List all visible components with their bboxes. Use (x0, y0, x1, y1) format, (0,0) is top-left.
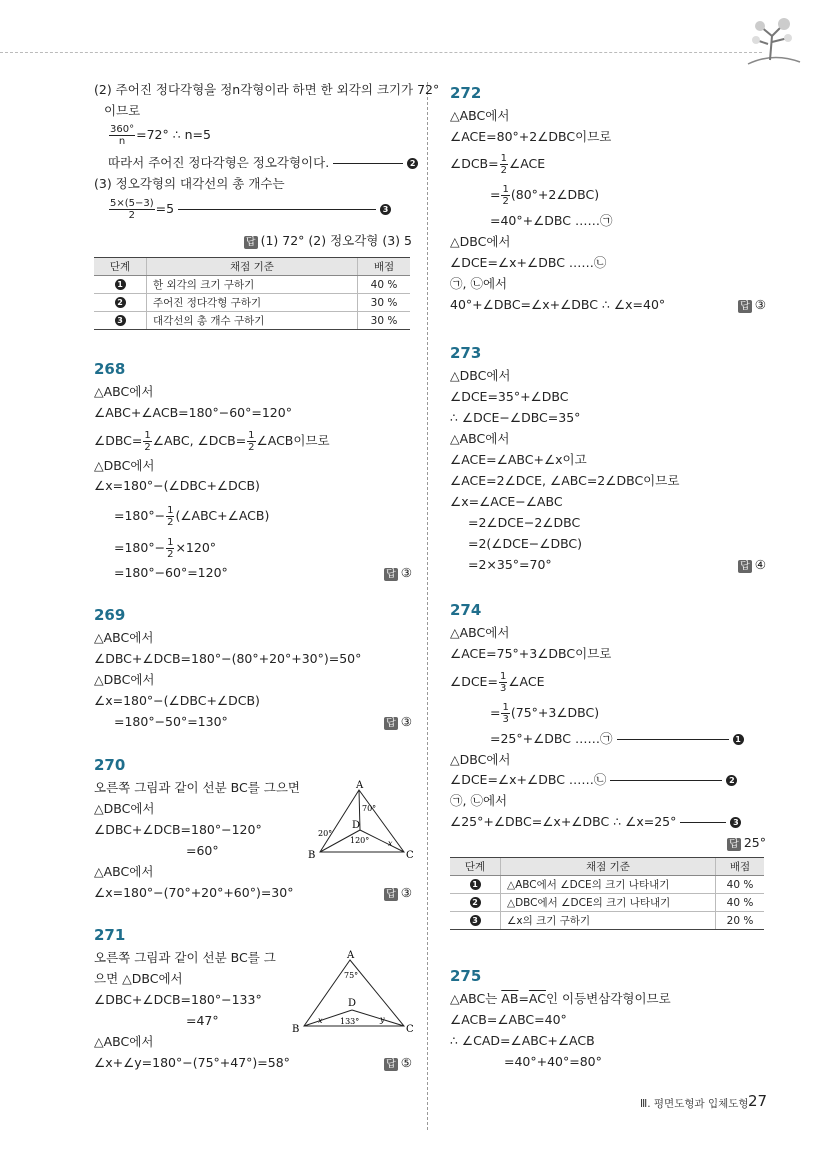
equation-line (450, 772, 737, 788)
fraction-numerator: 1 (167, 537, 174, 548)
equation-text: ∠25°+∠DBC=∠x+∠DBC ∴ ∠x=25° (450, 814, 677, 829)
table-header-row (94, 258, 410, 276)
segment-ab: $\overline{AB}$ (501, 991, 519, 1006)
table-header-row (450, 858, 764, 876)
problem-number: 268 (94, 360, 126, 378)
leader-line (610, 780, 722, 781)
table-cell-score: 40 % (716, 876, 765, 894)
text-line: ∠x+∠y=180°−(75°+47°)=58° (94, 1055, 290, 1070)
text-line (108, 155, 418, 171)
equation-text: ∠ACE (508, 156, 546, 171)
answer-text: 25° (743, 835, 766, 850)
text-line: (2) 주어진 정다각형을 정n각형이라 하면 한 외각의 크기가 72° (94, 82, 440, 97)
step-marker-3: 3 (380, 204, 391, 215)
conclusion-text: 따라서 주어진 정다각형은 정오각형이다. (108, 155, 330, 170)
fraction (500, 153, 508, 176)
fraction-denominator: 2 (128, 210, 136, 221)
text-line: △ABC에서 (94, 1034, 154, 1049)
text-line: △ABC에서 (450, 431, 510, 446)
answer-badge: 답 (729, 839, 739, 850)
equation-line (108, 124, 211, 147)
equation-line (490, 184, 599, 207)
page-number: 27 (748, 1092, 768, 1110)
equation-line (490, 213, 613, 229)
equation-text: ×120° (175, 540, 217, 555)
table-cell-score: 20 % (716, 912, 765, 930)
text-line: 오른쪽 그림과 같이 선분 BC를 그 (94, 950, 276, 965)
text-line: △DBC에서 (450, 368, 511, 383)
text-line: ∠ACE=2∠DCE, ∠ABC=2∠DBC이므로 (450, 473, 680, 488)
equation-text: ∠DCB= (450, 156, 499, 171)
table-row (450, 894, 764, 912)
problem-number: 269 (94, 606, 126, 624)
table-cell-step (94, 312, 147, 330)
table-row (450, 912, 764, 930)
table-header: 채점 기준 (501, 858, 716, 876)
equation-line (450, 153, 545, 176)
text-line: =2(∠DCE−∠DBC) (468, 536, 583, 551)
dots: …… (575, 731, 601, 746)
equation-text: (75°+3∠DBC) (510, 705, 600, 720)
table-cell-score: 40 % (716, 894, 765, 912)
text-line: 으면 △DBC에서 (94, 971, 183, 986)
equation-tag: ㉡ (593, 255, 607, 270)
table-row (450, 876, 764, 894)
equation-text: (∠ABC+∠ACB) (175, 508, 270, 523)
equation-text: ∠ACE (508, 674, 545, 689)
answer-line (244, 233, 412, 249)
text-line: =47° (186, 1013, 219, 1028)
table-cell-criteria: 한 외각의 크기 구하기 (147, 276, 358, 294)
table-cell-criteria: △DBC에서 ∠DCE의 크기 나타내기 (501, 894, 716, 912)
fraction (143, 430, 151, 453)
text-line: ∴ ∠DCE−∠DBC=35° (450, 410, 581, 425)
footer-chapter-title: Ⅲ. 평면도형과 입체도형 (640, 1098, 749, 1110)
equation-line (490, 702, 599, 725)
answer-text: ③ (754, 297, 766, 312)
fraction-denominator: 2 (248, 442, 255, 453)
triangle-figure (290, 948, 414, 1036)
angle-a-label: 70° (362, 804, 377, 813)
table-header: 배점 (716, 858, 765, 876)
text-line: ∠ACE=75°+3∠DBC이므로 (450, 646, 612, 661)
equation-line (450, 255, 606, 271)
step-marker-2: 2 (407, 158, 418, 169)
dots: …… (568, 255, 594, 270)
step-marker-1: 1 (733, 734, 744, 745)
text-line: ∠ABC+∠ACB=180°−60°=120° (94, 405, 292, 420)
label-a: A (347, 950, 355, 961)
fraction-denominator: 2 (167, 549, 174, 560)
answer-line (738, 557, 766, 573)
answer-text: ③ (400, 714, 412, 729)
angle-x-label: x (318, 1016, 323, 1025)
equation-text: 인 이등변삼각형이므로 (545, 991, 671, 1006)
answer-text: ③ (400, 565, 412, 580)
fraction-numerator: 1 (144, 430, 151, 441)
problem-number: 272 (450, 84, 482, 102)
equation-line (490, 731, 766, 747)
fraction (501, 184, 509, 207)
fraction-numerator: 1 (500, 153, 507, 164)
text-line: △ABC에서 (94, 864, 154, 879)
text-line: ∠x=180°−(∠DBC+∠DCB) (94, 478, 260, 493)
step-marker: 1 (115, 279, 126, 290)
answer-badge: 답 (245, 237, 256, 248)
equation-line (450, 814, 741, 830)
text-line: ㉠, ㉡에서 (450, 793, 508, 808)
answer-badge: 답 (386, 718, 396, 729)
step-marker-2: 2 (726, 775, 737, 786)
table-cell-step (450, 894, 501, 912)
fraction-numerator: 1 (248, 430, 255, 441)
text-line: △DBC에서 (94, 672, 155, 687)
text-line: ∠ACE=80°+2∠DBC이므로 (450, 129, 612, 144)
equation-text: ∠DCE=∠x+∠DBC (450, 772, 565, 787)
equation-tag: ㉡ (593, 772, 607, 787)
leader-line (333, 163, 403, 164)
equation-text: =25°+∠DBC (490, 731, 572, 746)
answer-line (384, 885, 412, 901)
text-line: ∠x=180°−(∠DBC+∠DCB) (94, 693, 260, 708)
text-line: ∠ACB=∠ABC=40° (450, 1012, 567, 1027)
equation-tag: ㉠ (600, 731, 613, 746)
answer-badge: 답 (740, 301, 750, 312)
fraction-denominator: 2 (144, 442, 151, 453)
step-marker: 2 (470, 897, 481, 908)
text-line: ∠DCE=35°+∠DBC (450, 389, 569, 404)
angle-y-label: y (380, 1015, 385, 1024)
fraction (501, 702, 509, 725)
problem-number: 270 (94, 756, 126, 774)
fraction (247, 430, 255, 453)
fraction-numerator: 1 (502, 702, 509, 713)
fraction-denominator: 3 (499, 683, 507, 694)
text-line: △ABC에서 (450, 108, 510, 123)
table-cell-criteria: 주어진 정다각형 구하기 (147, 294, 358, 312)
answer-line (727, 835, 766, 851)
text-line: =2×35°=70° (468, 557, 552, 572)
text-line: =2∠DCE−2∠DBC (468, 515, 581, 530)
text-line: ∠x=180°−(70°+20°+60°)=30° (94, 885, 294, 900)
text-line: =180°−60°=120° (114, 565, 228, 580)
step-marker: 2 (115, 297, 126, 308)
angle-b-label: 20° (318, 829, 333, 838)
table-header: 단계 (450, 858, 501, 876)
problem-number: 273 (450, 344, 482, 362)
equation-text: ∠DBC= (94, 433, 143, 448)
fraction-denominator: 2 (500, 165, 507, 176)
answer-line (384, 1055, 412, 1071)
leader-line (178, 209, 376, 210)
column-divider (427, 82, 428, 1130)
text-line: =180°−50°=130° (114, 714, 228, 729)
answer-badge: 답 (386, 1059, 396, 1070)
table-cell-score: 30 % (358, 294, 411, 312)
equation-text: (80°+2∠DBC) (510, 187, 600, 202)
fraction-numerator: 5×(5−3) (110, 198, 154, 209)
leader-line (617, 739, 729, 740)
equation-line (114, 537, 216, 560)
fraction (109, 198, 155, 221)
fraction-denominator: n (118, 136, 126, 147)
text-line: △DBC에서 (94, 458, 155, 473)
equation-text: =72° ∴ n=5 (136, 127, 211, 142)
text-line: 오른쪽 그림과 같이 선분 BC를 그으면 (94, 780, 301, 795)
text-line: △ABC에서 (94, 630, 154, 645)
table-cell-score: 40 % (358, 276, 411, 294)
answer-line (384, 714, 412, 730)
answer-line (738, 297, 766, 313)
text-line: ∠DBC+∠DCB=180°−133° (94, 992, 262, 1007)
text-line: 이므로 (104, 103, 141, 118)
label-c: C (406, 850, 414, 861)
table-cell-step (450, 876, 501, 894)
table-header: 채점 기준 (147, 258, 358, 276)
equation-line (450, 671, 544, 694)
fraction-denominator: 3 (502, 714, 509, 725)
step-marker-3: 3 (730, 817, 741, 828)
angle-a-label: 75° (344, 971, 359, 980)
table-row (94, 294, 410, 312)
tree-logo-icon (738, 14, 808, 72)
answer-line (384, 565, 412, 581)
problem-number: 271 (94, 926, 126, 944)
problem-number: 274 (450, 601, 482, 619)
segment-ac: $\overline{AC}$ (528, 991, 546, 1006)
table-row (94, 276, 410, 294)
text-line: △DBC에서 (450, 752, 511, 767)
angle-x-label: x (388, 839, 393, 848)
answer-text: ⑤ (400, 1055, 412, 1070)
table-cell-criteria: 대각선의 총 개수 구하기 (147, 312, 358, 330)
text-line: =40°+40°=80° (504, 1054, 602, 1069)
label-d: D (352, 820, 361, 831)
text-line: ∠DBC+∠DCB=180°−(80°+20°+30°)=50° (94, 651, 362, 666)
text-line: ∠DBC+∠DCB=180°−120° (94, 822, 262, 837)
equation-line (108, 198, 391, 221)
label-a: A (356, 780, 364, 791)
equation-text: = (490, 187, 501, 202)
table-cell-step (450, 912, 501, 930)
problem-number: 275 (450, 967, 482, 985)
equation-text: =180°− (114, 508, 166, 523)
table-header: 단계 (94, 258, 147, 276)
fraction (499, 671, 507, 694)
text-line: ∴ ∠CAD=∠ABC+∠ACB (450, 1033, 595, 1048)
scoring-table (450, 857, 764, 930)
fraction-denominator: 2 (167, 517, 174, 528)
text-line: 40°+∠DBC=∠x+∠DBC ∴ ∠x=40° (450, 297, 666, 312)
table-cell-score: 30 % (358, 312, 411, 330)
text-line: (3) 정오각형의 대각선의 총 개수는 (94, 176, 285, 191)
leader-line (680, 822, 726, 823)
label-c: C (406, 1024, 414, 1035)
answer-text: ④ (754, 557, 766, 572)
table-header: 배점 (358, 258, 411, 276)
label-b: B (292, 1024, 300, 1035)
equation-tag: ㉠ (600, 213, 613, 228)
equation-line (114, 505, 269, 528)
header-dashed-rule (0, 52, 762, 53)
answer-text: (1) 72° (2) 정오각형 (3) 5 (260, 233, 412, 248)
equation-text: =5 (155, 201, 175, 216)
fraction-numerator: 1 (167, 505, 174, 516)
equation-text: = (490, 705, 501, 720)
equation-text: ∠DCE= (450, 674, 498, 689)
answer-badge: 답 (386, 889, 396, 900)
equation-text: ∠ACB이므로 (256, 433, 330, 448)
text-line: ㉠, ㉡에서 (450, 276, 508, 291)
angle-d-label: 133° (340, 1017, 360, 1026)
text-line: =60° (186, 843, 219, 858)
text-line: △ABC에서 (450, 625, 510, 640)
equation-text: = (518, 991, 529, 1006)
angle-d-label: 120° (350, 836, 370, 845)
fraction-numerator: 1 (499, 671, 507, 682)
fraction (166, 505, 174, 528)
scoring-table (94, 257, 410, 330)
fraction (166, 537, 174, 560)
text-line: △ABC에서 (94, 384, 154, 399)
text-line: ∠ACE=∠ABC+∠x이고 (450, 452, 587, 467)
equation-text: ∠ABC, ∠DCB= (152, 433, 247, 448)
table-cell-criteria: ∠x의 크기 구하기 (501, 912, 716, 930)
equation-text: =180°− (114, 540, 166, 555)
equation-text: △ABC는 (450, 991, 502, 1006)
table-cell-step (94, 276, 147, 294)
table-row (94, 312, 410, 330)
text-line (450, 991, 671, 1007)
equation-text: =40°+∠DBC (490, 213, 572, 228)
answer-badge: 답 (386, 569, 396, 580)
dots: …… (575, 213, 601, 228)
text-line: ∠x=∠ACE−∠ABC (450, 494, 563, 509)
equation-line (94, 430, 330, 453)
step-marker: 3 (115, 315, 126, 326)
answer-badge: 답 (740, 561, 750, 572)
equation-text: ∠DCE=∠x+∠DBC (450, 255, 565, 270)
table-cell-step (94, 294, 147, 312)
label-b: B (308, 850, 316, 861)
segment-cd (352, 1010, 404, 1026)
fraction-denominator: 2 (502, 196, 509, 207)
answer-text: ③ (400, 885, 412, 900)
text-line: △DBC에서 (94, 801, 155, 816)
fraction (109, 124, 135, 147)
triangle-figure (304, 778, 414, 864)
fraction-numerator: 360° (110, 124, 135, 135)
label-d: D (348, 998, 357, 1009)
table-cell-criteria: △ABC에서 ∠DCE의 크기 나타내기 (501, 876, 716, 894)
fraction-numerator: 1 (502, 184, 509, 195)
step-marker: 3 (470, 915, 481, 926)
dots: …… (568, 772, 594, 787)
text-line: △DBC에서 (450, 234, 511, 249)
step-marker: 1 (470, 879, 481, 890)
